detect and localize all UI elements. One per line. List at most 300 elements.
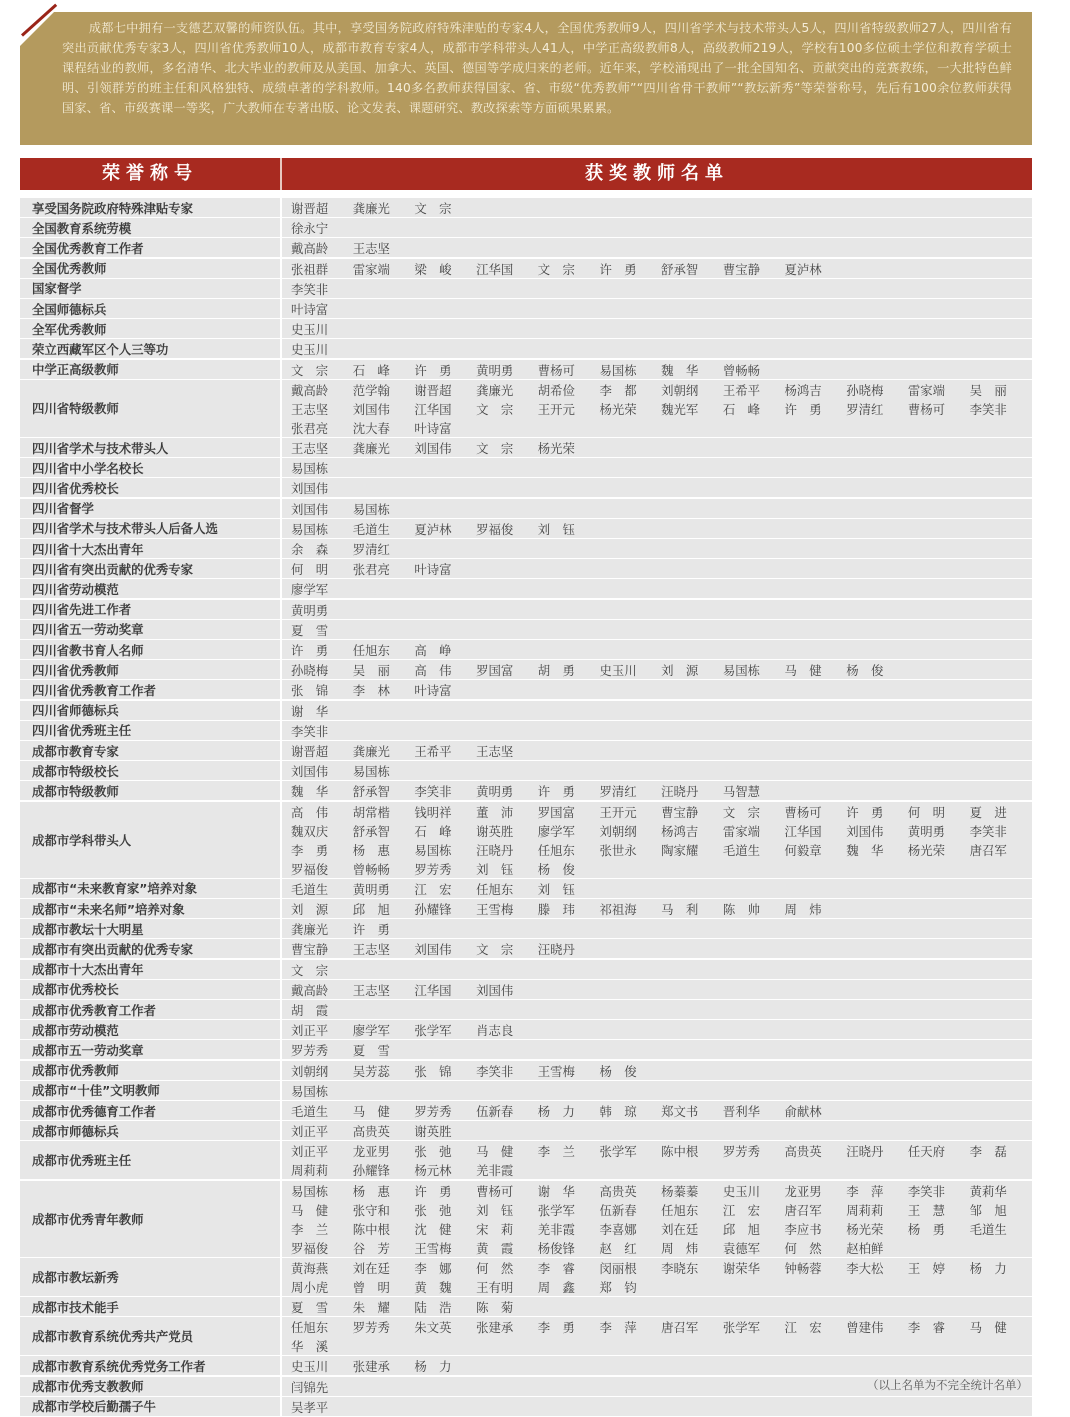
honor-title: 成都市优秀德育工作者 bbox=[20, 1101, 280, 1120]
teacher-name: 杨 俊 bbox=[537, 861, 575, 877]
honor-title: 全国教育系统劳模 bbox=[20, 218, 280, 237]
honor-row bbox=[20, 1297, 1032, 1316]
teacher-name: 刘朝纲 bbox=[291, 1063, 329, 1079]
teacher-name: 张学军 bbox=[722, 1320, 760, 1336]
teacher-name: 文 宗 bbox=[476, 942, 514, 958]
teacher-name: 罗福俊 bbox=[291, 1240, 329, 1256]
teacher-name: 谢晋超 bbox=[291, 201, 329, 216]
teacher-name: 李笑非 bbox=[907, 1183, 946, 1199]
teacher-name: 夏泸林 bbox=[414, 521, 452, 537]
teacher-names bbox=[282, 380, 1032, 437]
teacher-name: 钟畅蓉 bbox=[784, 1260, 822, 1276]
teacher-name: 黄 霞 bbox=[476, 1240, 514, 1256]
teacher-name: 吴芳蕊 bbox=[352, 1063, 390, 1079]
teacher-name: 谢英胜 bbox=[414, 1124, 452, 1140]
teacher-name: 魏 华 bbox=[291, 784, 329, 800]
honor-row bbox=[20, 640, 1032, 659]
teacher-name: 曹宝静 bbox=[291, 942, 329, 958]
teacher-name: 江 宏 bbox=[722, 1202, 760, 1218]
teacher-name: 罗芳秀 bbox=[414, 1104, 452, 1119]
honor-title: 成都市“十佳”文明教师 bbox=[20, 1081, 280, 1100]
teacher-name: 叶诗富 bbox=[414, 420, 452, 436]
teacher-name: 任旭东 bbox=[661, 1202, 699, 1218]
teacher-name: 刘 源 bbox=[661, 663, 699, 679]
teacher-names bbox=[282, 1297, 1032, 1316]
teacher-name: 曾畅畅 bbox=[352, 861, 390, 877]
teacher-name: 孙晓梅 bbox=[846, 382, 884, 398]
honor-row bbox=[20, 1356, 1032, 1375]
teacher-name: 刘 源 bbox=[291, 902, 329, 917]
teacher-name: 许 勇 bbox=[784, 401, 822, 417]
honor-title: 成都市优秀教育工作者 bbox=[20, 1000, 280, 1019]
teacher-name: 罗福俊 bbox=[476, 521, 514, 537]
teacher-name: 谢英胜 bbox=[476, 823, 514, 839]
header-teacher-list: 获奖教师名单 bbox=[585, 163, 729, 184]
honor-row bbox=[20, 1121, 1032, 1140]
teacher-names bbox=[282, 478, 1032, 497]
teacher-name: 胡希俭 bbox=[537, 382, 575, 398]
honor-title: 成都市有突出贡献的优秀专家 bbox=[20, 939, 280, 958]
teacher-name: 王有明 bbox=[476, 1279, 514, 1295]
honor-title: 荣立西藏军区个人三等功 bbox=[20, 339, 280, 358]
honor-title: 成都市特级教师 bbox=[20, 781, 280, 800]
honor-title: 四川省优秀教育工作者 bbox=[20, 680, 280, 699]
honor-row bbox=[20, 299, 1032, 318]
teacher-name: 邹 旭 bbox=[969, 1202, 1007, 1218]
teacher-name: 赵 红 bbox=[599, 1240, 637, 1256]
teacher-name: 张祖群 bbox=[291, 261, 329, 277]
teacher-name: 唐召军 bbox=[661, 1320, 699, 1336]
teacher-name: 黄明勇 bbox=[291, 602, 329, 618]
teacher-name: 邱 旭 bbox=[722, 1221, 760, 1237]
teacher-name: 易国栋 bbox=[291, 1183, 329, 1199]
honor-title: 成都市五一劳动奖章 bbox=[20, 1040, 280, 1059]
honor-row bbox=[20, 620, 1032, 639]
teacher-name: 黄明勇 bbox=[907, 823, 946, 839]
teacher-name: 李笑非 bbox=[291, 281, 329, 297]
teacher-name: 许 勇 bbox=[414, 1183, 452, 1199]
teacher-name: 范学翰 bbox=[352, 382, 390, 398]
teacher-name: 易国栋 bbox=[352, 501, 390, 517]
teacher-name: 文 宗 bbox=[291, 962, 329, 978]
teacher-name: 李 磊 bbox=[969, 1144, 1007, 1160]
teacher-names bbox=[282, 1258, 1032, 1296]
honor-row bbox=[20, 319, 1032, 338]
teacher-name: 黄明勇 bbox=[352, 881, 390, 897]
teacher-name: 沈 健 bbox=[414, 1221, 452, 1237]
honor-row bbox=[20, 458, 1032, 477]
teacher-name: 杨 力 bbox=[969, 1260, 1007, 1276]
teacher-name: 易国栋 bbox=[599, 362, 637, 378]
teacher-name: 杨光荣 bbox=[907, 842, 946, 858]
teacher-names bbox=[282, 438, 1032, 457]
teacher-names bbox=[282, 519, 1032, 538]
teacher-name: 刘 钰 bbox=[476, 1202, 514, 1218]
teacher-names bbox=[282, 499, 1032, 518]
teacher-name: 袁德军 bbox=[722, 1240, 760, 1256]
teacher-name: 李笑非 bbox=[291, 723, 329, 739]
teacher-name: 胡 霞 bbox=[291, 1003, 329, 1018]
honor-title: 成都市教育专家 bbox=[20, 741, 280, 760]
teacher-name: 汪晓丹 bbox=[661, 784, 699, 800]
teacher-name: 何毅章 bbox=[784, 842, 822, 858]
honor-title: 成都市教坛新秀 bbox=[20, 1258, 280, 1296]
teacher-name: 肖志良 bbox=[476, 1023, 514, 1039]
teacher-names bbox=[282, 640, 1032, 659]
teacher-name: 周 炜 bbox=[784, 902, 822, 917]
teacher-names bbox=[282, 600, 1032, 619]
teacher-name: 陶家耀 bbox=[661, 842, 699, 858]
teacher-name: 罗清红 bbox=[352, 542, 390, 557]
teacher-name: 杨 勇 bbox=[907, 1221, 946, 1237]
footnote: （以上名单为不完全统计名单） bbox=[867, 1378, 1028, 1392]
teacher-name: 杨光荣 bbox=[846, 1221, 884, 1237]
teacher-name: 李 勇 bbox=[537, 1320, 575, 1336]
teacher-name: 张守和 bbox=[352, 1202, 390, 1218]
teacher-name: 舒承智 bbox=[661, 261, 699, 277]
teacher-name: 刘在廷 bbox=[661, 1221, 699, 1237]
honor-row bbox=[20, 721, 1032, 740]
teacher-name: 唐召军 bbox=[969, 842, 1007, 858]
teacher-names bbox=[282, 1040, 1032, 1059]
honor-title: 四川省师德标兵 bbox=[20, 701, 280, 720]
teacher-name: 许 勇 bbox=[846, 804, 884, 820]
teacher-name: 何 明 bbox=[291, 562, 329, 578]
teacher-name: 易国栋 bbox=[352, 764, 390, 780]
teacher-name: 戴高龄 bbox=[291, 382, 329, 398]
teacher-name: 叶诗富 bbox=[291, 302, 329, 317]
honor-title: 国家督学 bbox=[20, 279, 280, 298]
teacher-name: 羌非霞 bbox=[476, 1163, 514, 1179]
teacher-name: 陈中根 bbox=[352, 1221, 390, 1237]
honor-title: 四川省十大杰出青年 bbox=[20, 539, 280, 558]
honor-title: 成都市优秀班主任 bbox=[20, 1141, 280, 1179]
teacher-name: 江 宏 bbox=[414, 881, 452, 897]
teacher-name: 马 健 bbox=[784, 663, 822, 679]
teacher-name: 王开元 bbox=[537, 401, 575, 417]
teacher-name: 孙耀锋 bbox=[414, 902, 452, 917]
teacher-name: 李大松 bbox=[846, 1260, 884, 1276]
honor-row bbox=[20, 660, 1032, 679]
honor-title: 四川省优秀班主任 bbox=[20, 721, 280, 740]
teacher-name: 王 婷 bbox=[907, 1260, 946, 1276]
teacher-name: 许 勇 bbox=[537, 784, 575, 800]
teacher-name: 李笑非 bbox=[414, 784, 452, 800]
teacher-name: 何 明 bbox=[907, 804, 946, 820]
teacher-name: 马 健 bbox=[291, 1202, 329, 1218]
honor-row bbox=[20, 1397, 1032, 1416]
teacher-names bbox=[282, 980, 1032, 999]
honor-title: 成都市优秀校长 bbox=[20, 980, 280, 999]
teacher-name: 张君亮 bbox=[291, 420, 329, 436]
teacher-names bbox=[282, 579, 1032, 598]
teacher-names bbox=[282, 1356, 1032, 1375]
teacher-name: 何 然 bbox=[784, 1240, 822, 1256]
teacher-name: 高贵英 bbox=[352, 1124, 390, 1140]
teacher-name: 李笑非 bbox=[476, 1063, 514, 1079]
honor-row bbox=[20, 478, 1032, 497]
teacher-name: 文 宗 bbox=[722, 804, 760, 820]
teacher-names bbox=[282, 279, 1032, 298]
teacher-names bbox=[282, 1141, 1032, 1179]
teacher-name: 江华国 bbox=[476, 261, 514, 277]
intro-panel bbox=[20, 12, 1032, 145]
teacher-name: 赵柏鲜 bbox=[846, 1240, 884, 1256]
teacher-name: 王志坚 bbox=[476, 744, 514, 759]
honor-row bbox=[20, 238, 1032, 257]
teacher-name: 杨俊锋 bbox=[537, 1240, 575, 1256]
teacher-name: 罗芳秀 bbox=[291, 1043, 329, 1059]
teacher-name: 王雪梅 bbox=[537, 1063, 575, 1079]
honor-row bbox=[20, 198, 1032, 217]
teacher-name: 舒承智 bbox=[352, 823, 390, 839]
teacher-name: 江 宏 bbox=[784, 1320, 822, 1336]
teacher-name: 叶诗富 bbox=[414, 562, 452, 578]
teacher-name: 石 峰 bbox=[414, 823, 452, 839]
teacher-names bbox=[282, 559, 1032, 578]
teacher-name: 刘国伟 bbox=[476, 982, 514, 998]
teacher-name: 张 锦 bbox=[414, 1063, 452, 1079]
teacher-names bbox=[282, 1121, 1032, 1140]
teacher-name: 曹杨可 bbox=[784, 804, 822, 820]
teacher-name: 文 宗 bbox=[537, 261, 575, 277]
teacher-name: 石 峰 bbox=[722, 401, 760, 417]
teacher-name: 杨 俊 bbox=[846, 663, 884, 679]
teacher-name: 廖学军 bbox=[537, 823, 575, 839]
teacher-name: 文 宗 bbox=[414, 201, 452, 216]
teacher-name: 王志坚 bbox=[291, 401, 329, 417]
honor-row bbox=[20, 781, 1032, 800]
teacher-name: 马 健 bbox=[352, 1104, 390, 1119]
teacher-name: 沈大春 bbox=[352, 420, 390, 436]
teacher-name: 高 伟 bbox=[291, 804, 329, 820]
teacher-name: 龙亚男 bbox=[352, 1144, 390, 1160]
teacher-name: 罗国富 bbox=[537, 804, 575, 820]
teacher-name: 谢 华 bbox=[537, 1183, 575, 1199]
header-honor-title: 荣誉称号 bbox=[102, 163, 198, 184]
teacher-name: 史玉川 bbox=[722, 1183, 760, 1199]
teacher-name: 夏 雪 bbox=[291, 1300, 329, 1315]
teacher-name: 王开元 bbox=[599, 804, 637, 820]
teacher-name: 夏 雪 bbox=[291, 622, 329, 638]
teacher-name: 张建承 bbox=[476, 1320, 514, 1336]
teacher-name: 杨光荣 bbox=[599, 401, 637, 417]
honor-row bbox=[20, 1141, 1032, 1179]
teacher-name: 龚廉光 bbox=[352, 744, 390, 759]
honor-row bbox=[20, 1020, 1032, 1039]
honor-row bbox=[20, 559, 1032, 578]
teacher-name: 罗芳秀 bbox=[352, 1320, 390, 1336]
honor-title: 成都市优秀支教教师 bbox=[20, 1377, 280, 1396]
teacher-name: 何 然 bbox=[476, 1260, 514, 1276]
honor-title: 四川省先进工作者 bbox=[20, 600, 280, 619]
teacher-name: 邱 旭 bbox=[352, 902, 390, 917]
teacher-names bbox=[282, 360, 1032, 379]
teacher-name: 周莉莉 bbox=[291, 1163, 329, 1179]
teacher-name: 闵丽根 bbox=[599, 1260, 637, 1276]
honor-row bbox=[20, 579, 1032, 598]
teacher-names bbox=[282, 539, 1032, 558]
teacher-name: 杨 惠 bbox=[352, 842, 390, 858]
honor-row bbox=[20, 741, 1032, 760]
teacher-name: 易国栋 bbox=[414, 842, 452, 858]
teacher-name: 高 伟 bbox=[414, 663, 452, 679]
teacher-name: 戴高龄 bbox=[291, 982, 329, 998]
teacher-name: 易国栋 bbox=[291, 1083, 329, 1099]
honor-title: 成都市技术能手 bbox=[20, 1297, 280, 1316]
teacher-names bbox=[282, 660, 1032, 679]
teacher-name: 雷家端 bbox=[722, 823, 760, 839]
teacher-name: 易国栋 bbox=[722, 663, 760, 679]
honor-title: 四川省特级教师 bbox=[20, 380, 280, 437]
teacher-name: 刘国伟 bbox=[414, 942, 452, 958]
teacher-name: 马智慧 bbox=[722, 784, 760, 800]
teacher-name: 胡常楷 bbox=[352, 804, 390, 820]
teacher-names bbox=[282, 319, 1032, 338]
teacher-name: 杨鸿吉 bbox=[661, 823, 699, 839]
teacher-name: 杨蓁蓁 bbox=[661, 1183, 699, 1199]
teacher-name: 朱 耀 bbox=[352, 1300, 390, 1315]
teacher-names bbox=[282, 781, 1032, 800]
honor-title: 四川省教书育人名师 bbox=[20, 640, 280, 659]
teacher-name: 谷 芳 bbox=[352, 1240, 390, 1256]
teacher-name: 李 兰 bbox=[291, 1221, 329, 1237]
teacher-names bbox=[282, 919, 1032, 938]
honor-title: 四川省有突出贡献的优秀专家 bbox=[20, 559, 280, 578]
teacher-name: 龙亚男 bbox=[784, 1183, 822, 1199]
teacher-name: 龚廉光 bbox=[291, 922, 329, 938]
teacher-names bbox=[282, 879, 1032, 898]
teacher-name: 晋利华 bbox=[722, 1104, 760, 1119]
teacher-name: 谢晋超 bbox=[291, 744, 329, 759]
teacher-name: 王志坚 bbox=[352, 241, 390, 257]
teacher-name: 舒承智 bbox=[352, 784, 390, 800]
teacher-name: 俞献林 bbox=[784, 1104, 822, 1119]
honor-title: 四川省中小学名校长 bbox=[20, 458, 280, 477]
teacher-name: 黄 魏 bbox=[414, 1279, 452, 1295]
teacher-name: 董 沛 bbox=[476, 804, 514, 820]
teacher-name: 周 鑫 bbox=[537, 1279, 575, 1295]
teacher-name: 张建承 bbox=[352, 1359, 390, 1375]
teacher-name: 李 睿 bbox=[537, 1260, 575, 1276]
teacher-name: 任旭东 bbox=[352, 643, 390, 658]
teacher-name: 杨 俊 bbox=[599, 1063, 637, 1079]
teacher-name: 曾建伟 bbox=[846, 1320, 884, 1336]
teacher-name: 张 弛 bbox=[414, 1202, 452, 1218]
honor-title: 成都市教育系统优秀共产党员 bbox=[20, 1317, 280, 1355]
teacher-name: 郑 钧 bbox=[599, 1279, 637, 1295]
teacher-names bbox=[282, 259, 1032, 278]
teacher-name: 刘正平 bbox=[291, 1023, 329, 1039]
teacher-name: 刘国伟 bbox=[352, 401, 390, 417]
teacher-name: 陈中根 bbox=[661, 1144, 699, 1160]
teacher-names bbox=[282, 1081, 1032, 1100]
honor-row bbox=[20, 1181, 1032, 1257]
honor-row bbox=[20, 438, 1032, 457]
honor-title: 四川省劳动模范 bbox=[20, 579, 280, 598]
teacher-name: 刘国伟 bbox=[291, 764, 329, 780]
teacher-name: 魏 华 bbox=[661, 362, 699, 378]
honor-title: 成都市“未来名师”培养对象 bbox=[20, 899, 280, 918]
teacher-name: 唐召军 bbox=[784, 1202, 822, 1218]
teacher-names bbox=[282, 1020, 1032, 1039]
honor-title: 四川省学术与技术带头人后备人选 bbox=[20, 519, 280, 538]
honor-row bbox=[20, 939, 1032, 958]
teacher-name: 曾畅畅 bbox=[722, 362, 760, 378]
teacher-name: 石 峰 bbox=[352, 362, 390, 378]
teacher-name: 王希平 bbox=[414, 744, 452, 759]
teacher-name: 李 兰 bbox=[537, 1144, 575, 1160]
teacher-name: 罗清红 bbox=[599, 784, 637, 800]
teacher-name: 李晓东 bbox=[661, 1260, 699, 1276]
teacher-name: 刘正平 bbox=[291, 1124, 329, 1140]
teacher-name: 罗清红 bbox=[846, 401, 884, 417]
teacher-names bbox=[282, 238, 1032, 257]
teacher-name: 龚廉光 bbox=[352, 201, 390, 216]
teacher-name: 杨 力 bbox=[537, 1104, 575, 1119]
teacher-name: 孙晓梅 bbox=[291, 663, 329, 679]
teacher-name: 李 萍 bbox=[599, 1320, 637, 1336]
honor-row bbox=[20, 1101, 1032, 1120]
teacher-name: 汪晓丹 bbox=[476, 842, 514, 858]
teacher-name: 刘 钰 bbox=[537, 881, 575, 897]
honor-row bbox=[20, 1258, 1032, 1296]
teacher-names bbox=[282, 761, 1032, 780]
teacher-name: 王 慧 bbox=[907, 1202, 946, 1218]
teacher-name: 李 勇 bbox=[291, 842, 329, 858]
teacher-name: 江华国 bbox=[414, 982, 452, 998]
honor-title: 全军优秀教师 bbox=[20, 319, 280, 338]
teacher-name: 余 森 bbox=[291, 542, 329, 557]
honor-title: 全国优秀教育工作者 bbox=[20, 238, 280, 257]
teacher-name: 杨鸿吉 bbox=[784, 382, 822, 398]
teacher-name: 马 健 bbox=[476, 1144, 514, 1160]
teacher-name: 任天府 bbox=[907, 1144, 946, 1160]
teacher-name: 叶诗富 bbox=[414, 683, 452, 699]
teacher-name: 高贵英 bbox=[599, 1183, 637, 1199]
teacher-name: 戴高龄 bbox=[291, 241, 329, 257]
honor-title: 成都市优秀青年教师 bbox=[20, 1181, 280, 1257]
honor-title: 成都市优秀教师 bbox=[20, 1061, 280, 1080]
teacher-names bbox=[282, 960, 1032, 979]
teacher-name: 祁祖海 bbox=[599, 902, 637, 917]
teacher-names bbox=[282, 1317, 1032, 1355]
teacher-name: 易国栋 bbox=[291, 521, 329, 537]
teacher-name: 钱明祥 bbox=[414, 804, 452, 820]
teacher-name: 刘 钰 bbox=[537, 521, 575, 537]
teacher-name: 吴 丽 bbox=[969, 382, 1007, 398]
teacher-name: 谢荣华 bbox=[722, 1260, 760, 1276]
teacher-name: 雷家端 bbox=[907, 382, 946, 398]
teacher-name: 王志坚 bbox=[352, 942, 390, 958]
intro-text: 成都七中拥有一支德艺双馨的师资队伍。其中，享受国务院政府特殊津贴的专家4人，全国优秀教师9人，四川省学术与技术带头人5人，四川省特级教师27人，四川省有突出贡献优秀专家3人，四川省优秀教师10人，成都市教育专家4人，成都市学科带头人41人，中学正高级教师8人，高级教师219人，学校有100多位硕士学位和教育学硕士课程结业的教师，多名清华、北大毕业的教师及从美国、加拿大、英国、德国等学成归来的老师。近年来，学校涌现出了一批全国知名、贡献突出的竞赛教练，一大批特色鲜明、引领群芳的班主任和风格独特、成绩卓著的学科教师。140多名教师获得国家、省、市级“优秀教师”“四川省骨干教师”“教坛新秀”等荣誉称号，先后有100余位教师获得国家、省、市级赛课一等奖，广大教师在专著出版、论文发表、课题研究、教改探索等方面硕果累累。 bbox=[62, 21, 1012, 116]
teacher-names bbox=[282, 680, 1032, 699]
honor-title: 四川省学术与技术带头人 bbox=[20, 438, 280, 457]
teacher-names bbox=[282, 458, 1032, 477]
teacher-name: 曹杨可 bbox=[476, 1183, 514, 1199]
teacher-name: 谢 华 bbox=[291, 703, 329, 719]
teacher-name: 夏 进 bbox=[969, 804, 1007, 820]
teacher-name: 许 勇 bbox=[414, 362, 452, 378]
teacher-name: 闫锦先 bbox=[291, 1379, 329, 1395]
teacher-name: 杨 力 bbox=[414, 1359, 452, 1375]
teacher-name: 韩 琼 bbox=[599, 1104, 637, 1119]
teacher-names bbox=[282, 339, 1032, 358]
teacher-name: 杨 惠 bbox=[352, 1183, 390, 1199]
teacher-name: 周莉莉 bbox=[846, 1202, 884, 1218]
teacher-name: 曾 明 bbox=[352, 1279, 390, 1295]
honor-title: 享受国务院政府特殊津贴专家 bbox=[20, 198, 280, 217]
